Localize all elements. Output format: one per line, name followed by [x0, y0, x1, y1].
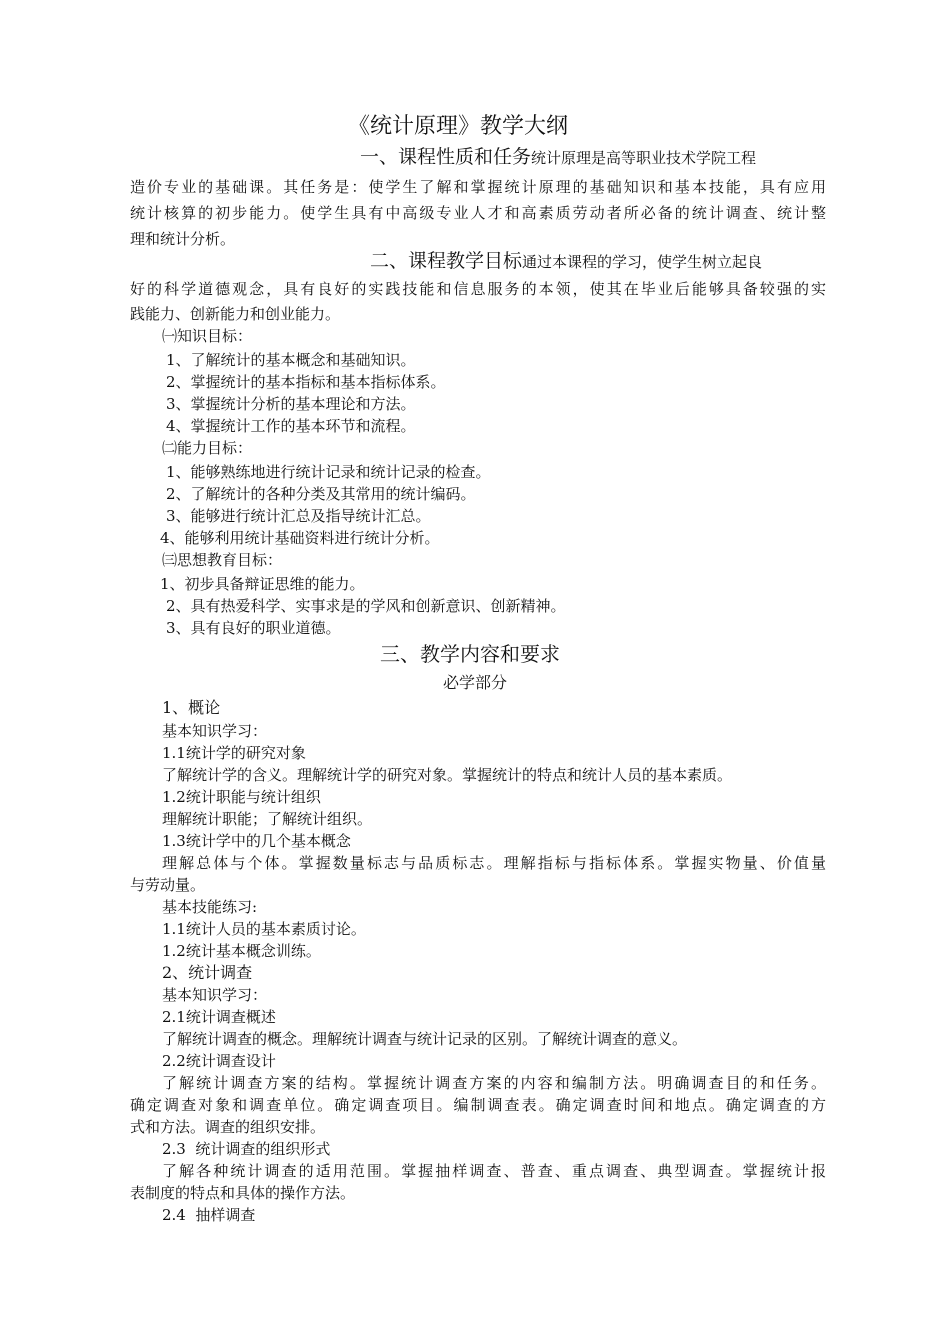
document-title: 《统计原理》教学大纲: [348, 114, 569, 139]
knowledge-study-label: 基本知识学习：: [162, 986, 268, 1004]
list-item: 2、具有热爱科学、实事求是的学风和创新意识、创新精神。: [166, 597, 566, 615]
list-item: 1、了解统计的基本概念和基础知识。: [166, 351, 416, 369]
section-2-line: 践能力、创新能力和创业能力。: [130, 305, 341, 323]
section-2-text: 通过本课程的学习，使学生树立起良: [522, 253, 763, 271]
topic-text: 表制度的特点和具体的操作方法。: [130, 1184, 356, 1202]
topic-text: 了解统计学的含义。理解统计学的研究对象。掌握统计的特点和统计人员的基本素质。: [162, 766, 733, 784]
knowledge-goals-label: ㈠知识目标：: [162, 327, 253, 345]
topic-title: 2.1统计调查概述: [162, 1008, 276, 1026]
topic-title: 2.3 统计调查的组织形式: [162, 1140, 331, 1158]
section-2-heading: 二、课程教学目标: [370, 250, 523, 272]
topic-title: 1.1统计学的研究对象: [162, 744, 306, 762]
ability-goals-label: ㈡能力目标：: [162, 439, 253, 457]
section-3-subheading: 必学部分: [443, 673, 508, 692]
section-2-first-line: [370, 250, 762, 273]
topic-title: 1.2统计职能与统计组织: [162, 788, 321, 806]
topic-text: 了解统计调查的概念。理解统计调查与统计记录的区别。了解统计调查的意义。: [162, 1030, 688, 1048]
list-item: 4、掌握统计工作的基本环节和流程。: [166, 417, 416, 435]
knowledge-study-label: 基本知识学习：: [162, 722, 268, 740]
list-item: 1、能够熟练地进行统计记录和统计记录的检查。: [166, 463, 491, 481]
topic-text: 理解统计职能；了解统计组织。: [162, 810, 373, 828]
list-item: 2、了解统计的各种分类及其常用的统计编码。: [166, 485, 476, 503]
section-1-first-line: [360, 146, 756, 169]
topic-text: 与劳动量。: [130, 876, 206, 894]
skill-item: 1.1统计人员的基本素质讨论。: [162, 920, 366, 938]
section-1-heading: 一、课程性质和任务: [360, 146, 532, 168]
topic-text: 理解总体与个体。掌握数量标志与品质标志。理解指标与指标体系。掌握实物量、价值量: [162, 854, 826, 872]
list-item: 3、具有良好的职业道德。: [166, 619, 341, 637]
list-item: 3、掌握统计分析的基本理论和方法。: [166, 395, 416, 413]
section-2-line: 好的科学道德观念，具有良好的实践技能和信息服务的本领，使其在毕业后能够具备较强的实: [130, 280, 826, 298]
topic-text: 确定调查对象和调查单位。确定调查项目。编制调查表。确定调查时间和地点。确定调查的方: [130, 1096, 826, 1114]
section-1-line: 造价专业的基础课。其任务是：使学生了解和掌握统计原理的基础知识和基本技能，具有应用: [130, 178, 826, 196]
list-item: 4、能够利用统计基础资料进行统计分析。: [160, 529, 440, 547]
list-item: 3、能够进行统计汇总及指导统计汇总。: [166, 507, 431, 525]
skills-practice-label: 基本技能练习:: [162, 898, 258, 916]
topic-text: 了解各种统计调查的适用范围。掌握抽样调查、普查、重点调查、典型调查。掌握统计报: [162, 1162, 826, 1180]
list-item: 2、掌握统计的基本指标和基本指标体系。: [166, 373, 446, 391]
section-1-text: 统计原理是高等职业技术学院工程: [531, 149, 757, 167]
topic-text: 式和方法。调查的组织安排。: [130, 1118, 326, 1136]
topic-title: 2.2统计调查设计: [162, 1052, 276, 1070]
skill-item: 1.2统计基本概念训练。: [162, 942, 321, 960]
topic-text: 了解统计调查方案的结构。掌握统计调查方案的内容和编制方法。明确调查目的和任务。: [162, 1074, 826, 1092]
ideology-goals-label: ㈢思想教育目标：: [162, 551, 283, 569]
topic-title: 2.4 抽样调查: [162, 1206, 256, 1224]
section-1-line: 统计核算的初步能力。使学生具有中高级专业人才和高素质劳动者所必备的统计调查、统计整: [130, 204, 826, 222]
section-3-heading: 三、教学内容和要求: [380, 642, 560, 666]
section-1-line: 理和统计分析。: [130, 230, 236, 248]
list-item: 1、初步具备辩证思维的能力。: [160, 575, 365, 593]
topic-title: 1.3统计学中的几个基本概念: [162, 832, 351, 850]
chapter-1-title: 1、概论: [162, 698, 221, 717]
chapter-2-title: 2、统计调查: [162, 963, 253, 982]
